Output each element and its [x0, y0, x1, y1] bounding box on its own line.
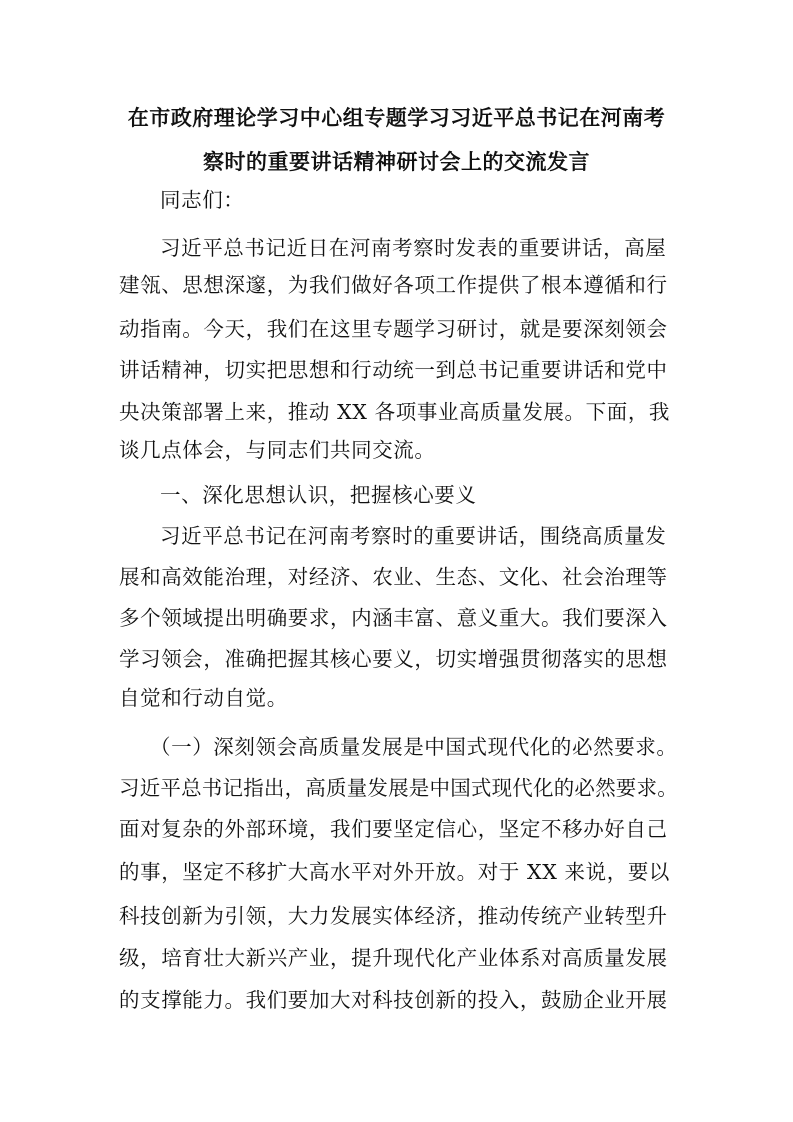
- paragraph-line: 科技创新为引领，大力发展实体经济，推动传统产业转型升: [119, 904, 668, 928]
- paragraph-line: 谈几点体会，与同志们共同交流。: [119, 438, 436, 462]
- paragraph-line: 央决策部署上来，推动 XX 各项事业高质量发展。下面，我: [119, 400, 671, 424]
- paragraph-line: 面对复杂的外部环境，我们要坚定信心，坚定不移办好自己: [119, 817, 668, 841]
- paragraph-line: 的事，坚定不移扩大高水平对外开放。对于 XX 来说，要以: [119, 860, 671, 884]
- document-title-line-2: 察时的重要讲话精神研讨会上的交流发言: [203, 149, 590, 174]
- paragraph-line: 习近平总书记近日在河南考察时发表的重要讲话，高屋: [160, 236, 667, 260]
- paragraph-line: 习近平总书记指出，高质量发展是中国式现代化的必然要求。: [119, 776, 678, 800]
- salutation: 同志们：: [160, 188, 245, 212]
- paragraph-line: 自觉和行动自觉。: [119, 686, 288, 710]
- paragraph-line: 讲话精神，切实把思想和行动统一到总书记重要讲话和党中: [119, 358, 668, 382]
- paragraph-line: 的支撑能力。我们要加大对科技创新的投入，鼓励企业开展: [119, 988, 668, 1012]
- subsection-heading: （一）深刻领会高质量发展是中国式现代化的必然要求。: [150, 735, 678, 759]
- paragraph-line: 学习领会，准确把握其核心要义，切实增强贯彻落实的思想: [119, 647, 668, 671]
- paragraph-line: 习近平总书记在河南考察时的重要讲话，围绕高质量发: [160, 524, 667, 548]
- paragraph-line: 建瓴、思想深邃，为我们做好各项工作提供了根本遵循和行: [119, 273, 668, 297]
- paragraph-line: 展和高效能治理，对经济、农业、生态、文化、社会治理等: [119, 565, 668, 589]
- paragraph-line: 动指南。今天，我们在这里专题学习研讨，就是要深刻领会: [119, 317, 668, 341]
- paragraph-line: 多个领域提出明确要求，内涵丰富、意义重大。我们要深入: [119, 606, 668, 630]
- document-title-line-1: 在市政府理论学习中心组专题学习习近平总书记在河南考: [127, 105, 666, 130]
- section-heading: 一、深化思想认识，把握核心要义: [160, 483, 477, 507]
- paragraph-line: 级，培育壮大新兴产业，提升现代化产业体系对高质量发展: [119, 946, 668, 970]
